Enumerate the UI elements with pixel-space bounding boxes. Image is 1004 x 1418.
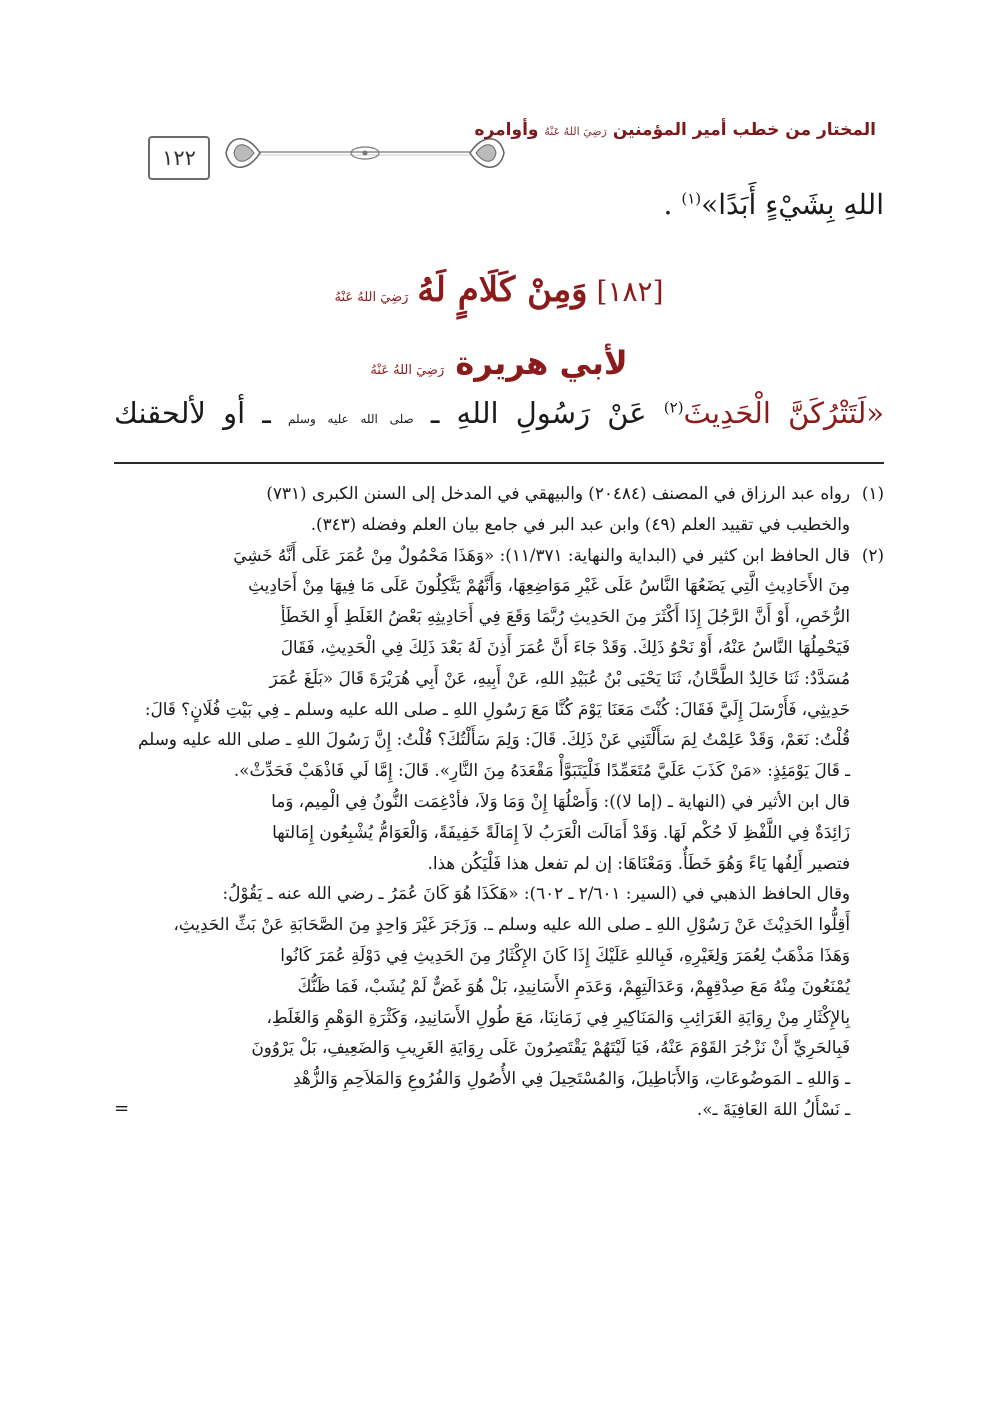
- footnote-separator: [114, 462, 884, 464]
- footnote-ref: (٢): [663, 398, 684, 417]
- section-title: وَمِنْ كَلَامٍ لَهُ: [417, 270, 588, 310]
- continuation-line: اللهِ بِشَيْءٍ أَبَدًا»$^{(١)}$ .: [663, 188, 884, 221]
- honorific: رَضِيَ اللهُ عَنْهُ: [334, 290, 409, 305]
- running-title: المختار من خطب أمير المؤمنين رَضِيَ اللهُ عَنْهُ وأوامره: [474, 120, 876, 140]
- footnotes: [114, 478, 884, 1125]
- footnote-number: (٢): [861, 544, 884, 565]
- continuation-mark: =: [114, 1097, 130, 1119]
- footnote-number: (١): [861, 483, 884, 503]
- running-header: [120, 120, 890, 184]
- section-number: [١٨٢]: [596, 275, 664, 308]
- main-text: «لَتَتْرُكَنَّ الْحَدِيثَ$^{(٢)}$ عَنْ رَسُولِ اللهِ ـ صلى الله عليه وسلم ـ أو لألحقنك: [114, 396, 885, 430]
- honorific: رَضِيَ اللهُ عَنْهُ: [370, 363, 445, 378]
- salawat-glyph: صلى الله عليه وسلم: [287, 412, 414, 426]
- footnote: (١)رواه عبد الرزاق في المصنف (٢٠٤٨٤) والبيهقي في المدخل إلى السنن الكبرى (٧٣١) والخطيب في تقييد العلم (٤٩) وابن عبد البر في جامع بيان العلم وفضله (٣٤٣).: [114, 478, 884, 540]
- footnote: (٢)قال الحافظ ابن كثير في (البداية والنهاية: ١١/٣٧١): «وَهَذَا مَحْمُولٌ مِنْ عُمَرَ عَلَى أَنَّهُ خَشِيَ مِنَ الأَحَادِيثِ الَّتِي يَضَعُهَا النَّاسُ عَلَى غَيْرِ مَوَاضِعِهَا، وَأَنَّهُمْ يَتَّكِلُونَ عَلَى مَا فِيهَا مِنْ أَحَادِيثِ الرُّخَصِ، أَوْ أَنَّ الرَّجُلَ إِذَا أَكْثَرَ مِنَ الحَدِيثِ رُبَّمَا وَقَعَ فِي أَحَادِيثِهِ بَعْضُ الغَلَطِ أَوِ الخَطَأِ فَيَحْمِلُهَا النَّاسُ عَنْهُ، أَوْ نَحْوُ ذَلِكَ. وَقَدْ جَاءَ أَنَّ عُمَرَ أَذِنَ لَهُ بَعْدَ ذَلِكَ فِي الْحَدِيثِ، فَقَالَ مُسَدَّدٌ: ثَنَا خَالِدٌ الطَّحَّانُ، ثَنَا يَحْيَى بْنُ عُبَيْدِ اللهِ، عَنْ أَبِيهِ، عَنْ أَبِي هُرَيْرَةَ قَالَ «بَلَغَ عُمَرَ حَدِيثِي، فَأَرْسَلَ إِلَيَّ فَقَالَ: كُنْتَ مَعَنَا يَوْمَ كُنَّا مَعَ رَسُولِ اللهِ ـ صلى الله عليه وسلم ـ فِي بَيْتِ فُلَانٍ؟ قَالَ: قُلْتُ: نَعَمْ، وَقَدْ عَلِمْتُ لِمَ سَأَلْتَنِي عَنْ ذَلِكَ. قَالَ: وَلِمَ سَأَلْتُكَ؟ قُلْتُ: إِنَّ رَسُولَ اللهِ ـ صلى الله عليه وسلم ـ قَالَ يَوْمَئِذٍ: «مَنْ كَذَبَ عَلَيَّ مُتَعَمِّدًا فَلْيَتَبَوَّأْ مَقْعَدَهُ مِنَ النَّارِ». قَالَ: إِمَّا لَي فَاذْهَبْ فَحَدِّثْ». قال ابن الأثير في (النهاية ـ (إما لا)): وَأَصْلُهَا إِنْ وَمَا وَلاَ، فأدْغِمَت النُّونُ فِي الْمِيم، وَما زَائِدَةٌ فِي اللَّفْظِ لَا حُكْم لَهَا. وَقَدْ أَمَالَت الْعَرَبُ لاَ إِمَالَةً خَفِيفَةً، وَالْعَوَامُّ يُشْبِعُون إِمَالتها فتصير أَلِفُها يَاءً وَهُوَ خَطَأٌ. وَمَعْنَاهَا: إن لم تفعل هذا فَلْيَكُن هذا. وقال الحافظ الذهبي في (السير: ٢/٦٠١ ـ ٦٠٢): «هَكَذَا هُوَ كَانَ عُمَرُ ـ رضي الله عنه ـ يَقُوْلُ: أَقِلُّوا الحَدِيْثَ عَنْ رَسُوْلِ اللهِ ـ صلى الله عليه وسلم ـ. وَزَجَرَ غَيْرَ وَاحِدٍ مِنَ الصَّحَابَةِ عَنْ بَثِّ الحَدِيثِ، وَهَذَا مَذْهَبٌ لِعُمَرَ وَلِغَيْرِهِ، فَبِاللهِ عَلَيْكَ إِذَا كَانَ الإِكْثَارُ مِنَ الحَدِيثِ فِي دَوْلَةِ عُمَرَ كَانُوا يُمْنَعُونَ مِنْهُ مَعَ صِدْقِهِمْ، وَعَدَالَتِهِمْ، وَعَدَمِ الأَسَانِيدِ، بَلْ هُوَ غَضٌّ لَمْ يُشَبْ، فَمَا ظَنُّكَ بِالإِكْثَارِ مِنْ رِوَايَةِ الغَرَائِبِ وَالمَنَاكِيرِ فِي زَمَانِنَا، مَعَ طُولِ الأَسَانِيدِ، وَكَثْرَةِ الوَهْمِ وَالغَلَطِ، فَبِالحَرِيِّ أَنْ نَزْجُرَ القَوْمَ عَنْهُ، فَيَا لَيْتَهُمْ يَقْتَصِرُونَ عَلَى رِوَايَةِ الغَرِيبِ وَالضَعِيفِ، بَلْ يَرْوُونَ ـ وَاللهِ ـ المَوضُوعَاتِ، وَالأَبَاطِيلَ، وَالمُسْتَحِيلَ فِي الأُصُولِ وَالفُرُوعِ وَالمَلاَحِمِ وَالزُّهْدِ ـ نَسْأَلُ اللهَ العَافِيَةَ ـ». =: [114, 540, 884, 1125]
- footnote-ref: (١): [681, 189, 702, 208]
- section-subtitle: لأبي هريرة رَضِيَ اللهُ عَنْهُ: [370, 344, 628, 382]
- honorific: رَضِيَ اللهُ عَنْهُ: [544, 125, 607, 138]
- page-number: ١٢٢: [148, 136, 210, 180]
- section-heading: [114, 270, 884, 310]
